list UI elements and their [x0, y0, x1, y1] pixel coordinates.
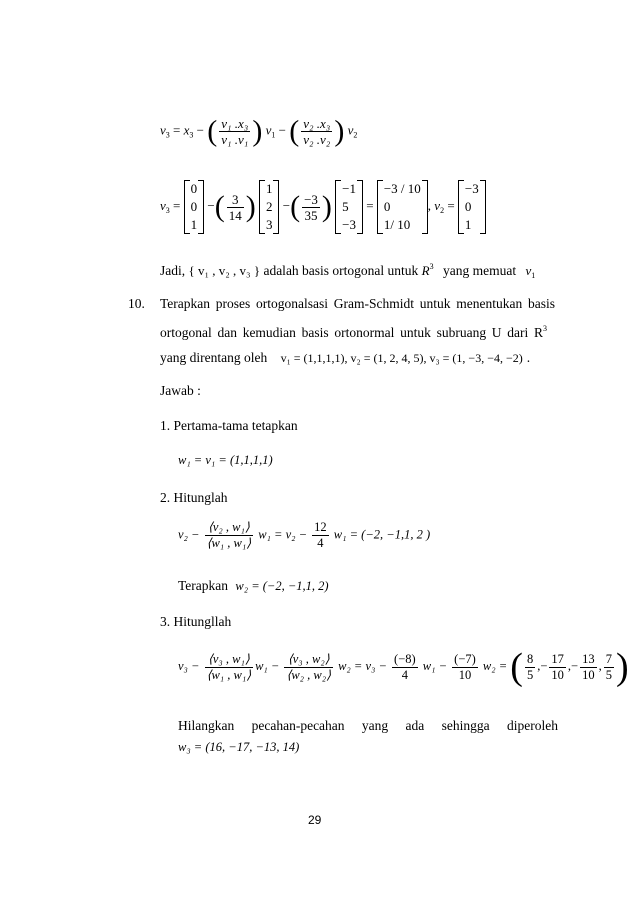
step-3-hint — [178, 718, 558, 734]
matrix-eq-sign: = — [173, 197, 181, 213]
conclusion-R: R — [421, 263, 430, 278]
step-3-coef-1-num: (−8) — [394, 651, 416, 666]
hint-word-4: ada — [405, 718, 425, 733]
problem-vectors: v₁ = (1,1,1,1), v₂ = (1, 2, 4, 5), v₃ = (1, −3, −4, −2) — [280, 351, 523, 365]
page-number: 29 — [308, 813, 322, 827]
step-3-coef-2-num: (−7) — [454, 651, 476, 666]
eq-lhs: v — [160, 122, 166, 138]
step-3-fraction-1-den: ⟨w₁ , w₁⟩ — [206, 667, 252, 682]
eq-lhs-sub: 3 — [165, 130, 170, 140]
step-2-coef — [312, 520, 329, 551]
matrix-1 — [184, 180, 205, 234]
minus-1: − — [207, 197, 215, 213]
step-2-set — [178, 578, 329, 594]
result-1-den: 5 — [526, 667, 534, 682]
result-2 — [549, 652, 566, 683]
result-4-den: 5 — [605, 667, 612, 682]
fraction-2 — [301, 116, 332, 147]
eq-x-sub: 3 — [189, 130, 194, 140]
fraction-2-num: v₂ .x₃ — [303, 116, 331, 131]
problem-end: . — [526, 350, 531, 365]
fraction-1-den: v₁ .v₁ — [221, 132, 249, 147]
conclusion-text: adalah basis ortogonal untuk — [263, 263, 419, 278]
conclusion-v: v — [525, 263, 532, 278]
matrix-4-r1: −3 / 10 — [383, 181, 421, 196]
step-3-w2: w₂ = v₃ − — [338, 658, 387, 673]
step-3-w1b: w₁ − — [422, 658, 448, 673]
fraction-2-den: v₂ .v₂ — [303, 132, 331, 147]
step-2-mid: w₁ = v₂ − — [258, 527, 308, 542]
coef-2-num: −3 — [304, 191, 318, 207]
coef-2-den: 35 — [304, 207, 318, 223]
result-paren-close: ) — [615, 646, 629, 688]
step-2-coef-num: 12 — [314, 520, 327, 534]
step-2-set-eq: w₂ = (−2, −1,1, 2) — [235, 579, 329, 593]
problem-line-2 — [160, 324, 555, 341]
eq-v2: v — [347, 122, 354, 138]
matrix-sep: , — [427, 197, 435, 213]
step-2-pre: v₂ − — [178, 527, 200, 542]
eq-minus-2: − — [278, 122, 286, 138]
result-4-num: 7 — [605, 651, 612, 666]
step-3-coef-1 — [392, 652, 418, 683]
matrix-1-r2: 0 — [190, 199, 198, 214]
coef-2 — [302, 192, 320, 223]
equals-1: = — [366, 197, 374, 213]
comma-3: , — [598, 658, 602, 673]
step-3-w1: w₁ − — [255, 658, 280, 673]
step-2-fraction-den: ⟨w₁ , w₁⟩ — [206, 536, 252, 550]
result-1 — [525, 652, 535, 683]
matrix-eq-lhs-sub: 3 — [165, 205, 170, 215]
step-2-fraction — [205, 520, 254, 551]
step-3-fraction-1-num: ⟨v₃ , w₁⟩ — [205, 652, 254, 668]
conclusion-R-sup: 3 — [429, 262, 434, 271]
step-3-fraction-2 — [284, 652, 333, 683]
conclusion-prefix: Jadi, — [160, 263, 186, 278]
matrix-2-r3: 3 — [265, 217, 273, 232]
paren-open: ( — [207, 114, 218, 148]
coef-1-open: ( — [214, 190, 225, 223]
matrix-3-r3: −3 — [342, 217, 356, 232]
matrix-rhs-sub: 2 — [440, 205, 445, 215]
step-2-post: w₁ = (−2, −1,1, 2 ) — [333, 527, 431, 542]
step-3-coef-1-den: 4 — [401, 667, 408, 682]
problem-line-2-sup: 3 — [543, 324, 547, 333]
matrix-4 — [377, 180, 428, 234]
step-3-pre: v₃ − — [178, 658, 200, 673]
matrix-5-r2: 0 — [464, 199, 472, 214]
step-1-equation: w₁ = v₁ = (1,1,1,1) — [178, 453, 273, 467]
result-3-num: 13 — [582, 651, 595, 666]
coef-1-den: 14 — [228, 207, 242, 223]
problem-line-3-text: yang direntang oleh — [160, 350, 268, 365]
step-3-fraction-2-num: ⟨v₃ , w₂⟩ — [284, 652, 333, 668]
paren-close-2: ) — [334, 114, 345, 148]
matrix-2-r1: 1 — [265, 181, 273, 196]
coef-1-num: 3 — [227, 192, 244, 208]
matrix-4-r3: 1/ 10 — [383, 217, 411, 232]
matrix-5 — [458, 180, 486, 234]
step-3-w2b: w₂ = — [482, 658, 508, 673]
step-2-coef-den: 4 — [317, 536, 324, 550]
eq-x: x — [183, 122, 190, 138]
step-2-label: 2. Hitunglah — [160, 490, 228, 505]
step-3-result: w₃ = (16, −17, −13, 14) — [178, 740, 300, 754]
problem-number: 10. — [128, 296, 145, 311]
step-3-coef-2-den: 10 — [458, 667, 472, 682]
coef-2-open: ( — [290, 190, 301, 223]
step-3-label: 3. Hitungllah — [160, 614, 232, 629]
conclusion-text-2: yang memuat — [443, 263, 517, 278]
matrix-1-r1: 0 — [190, 181, 198, 196]
step-1-label: 1. Pertama-tama tetapkan — [160, 418, 298, 433]
minus-2: − — [282, 197, 291, 213]
step-3-fraction-2-den: ⟨w₂ , w₂⟩ — [286, 667, 331, 682]
fraction-1-num: v₁ .x₃ — [221, 116, 249, 131]
result-3-den: 10 — [582, 667, 595, 682]
equation-v3-definition — [160, 116, 357, 147]
hint-word-1: Hilangkan — [178, 718, 235, 733]
result-2-den: 10 — [551, 667, 564, 682]
step-2-fraction-num: ⟨v₂ , w₁⟩ — [205, 520, 254, 536]
equals-2: = — [447, 197, 455, 213]
matrix-2-r2: 2 — [265, 199, 273, 214]
problem-line-1: Terapkan proses ortogonalsasi Gram-Schmidt untuk menentukan basis — [160, 296, 555, 311]
result-paren-open: ( — [510, 646, 523, 688]
matrix-5-r1: −3 — [464, 181, 479, 196]
problem-line-3 — [160, 350, 530, 366]
eq-minus: − — [196, 122, 204, 138]
step-3-fraction-1 — [205, 652, 254, 683]
matrix-3-r1: −1 — [342, 181, 356, 196]
step-2-set-label: Terapkan — [178, 578, 229, 593]
matrix-5-r3: 1 — [464, 217, 472, 232]
comma-2: ,− — [567, 658, 579, 673]
coef-2-close: ) — [321, 190, 332, 223]
step-3-coef-2 — [452, 652, 478, 683]
result-3 — [580, 652, 597, 683]
paren-open-2: ( — [289, 114, 300, 148]
matrix-1-r3: 1 — [190, 217, 198, 232]
coef-1-close: ) — [245, 190, 256, 223]
eq-v1-sub: 1 — [271, 130, 276, 140]
matrix-rhs-label: v — [434, 197, 441, 213]
conclusion-line — [160, 262, 535, 280]
eq-v1: v — [265, 122, 272, 138]
matrix-eq-lhs: v — [160, 197, 166, 213]
eq-v2-sub: 2 — [353, 130, 358, 140]
answer-label: Jawab : — [160, 383, 201, 398]
hint-word-5: sehingga — [441, 718, 490, 733]
matrix-3 — [335, 180, 363, 234]
problem-line-2-text: ortogonal dan kemudian basis ortonormal untuk subruang U dari R — [160, 325, 543, 340]
step-2-equation — [178, 520, 430, 551]
result-1-num: 8 — [526, 651, 534, 666]
comma-1: ,− — [537, 658, 548, 673]
result-2-num: 17 — [551, 651, 564, 666]
eq-sign: = — [173, 122, 181, 138]
conclusion-set: { v₁ , v₂ , v₃ } — [188, 263, 261, 278]
hint-word-2: pecahan-pecahan — [251, 718, 345, 733]
coef-1 — [227, 192, 244, 223]
fraction-1 — [219, 116, 250, 147]
hint-word-6: diperoleh — [506, 718, 558, 733]
matrix-2 — [259, 180, 280, 234]
conclusion-v-sub: 1 — [531, 271, 536, 280]
step-3-equation — [178, 645, 629, 689]
matrix-4-r2: 0 — [383, 199, 391, 214]
paren-close: ) — [252, 114, 263, 148]
equation-v3-matrix — [160, 180, 486, 234]
matrix-3-r2: 5 — [342, 199, 349, 214]
hint-word-3: yang — [361, 718, 389, 733]
result-4 — [604, 652, 614, 683]
